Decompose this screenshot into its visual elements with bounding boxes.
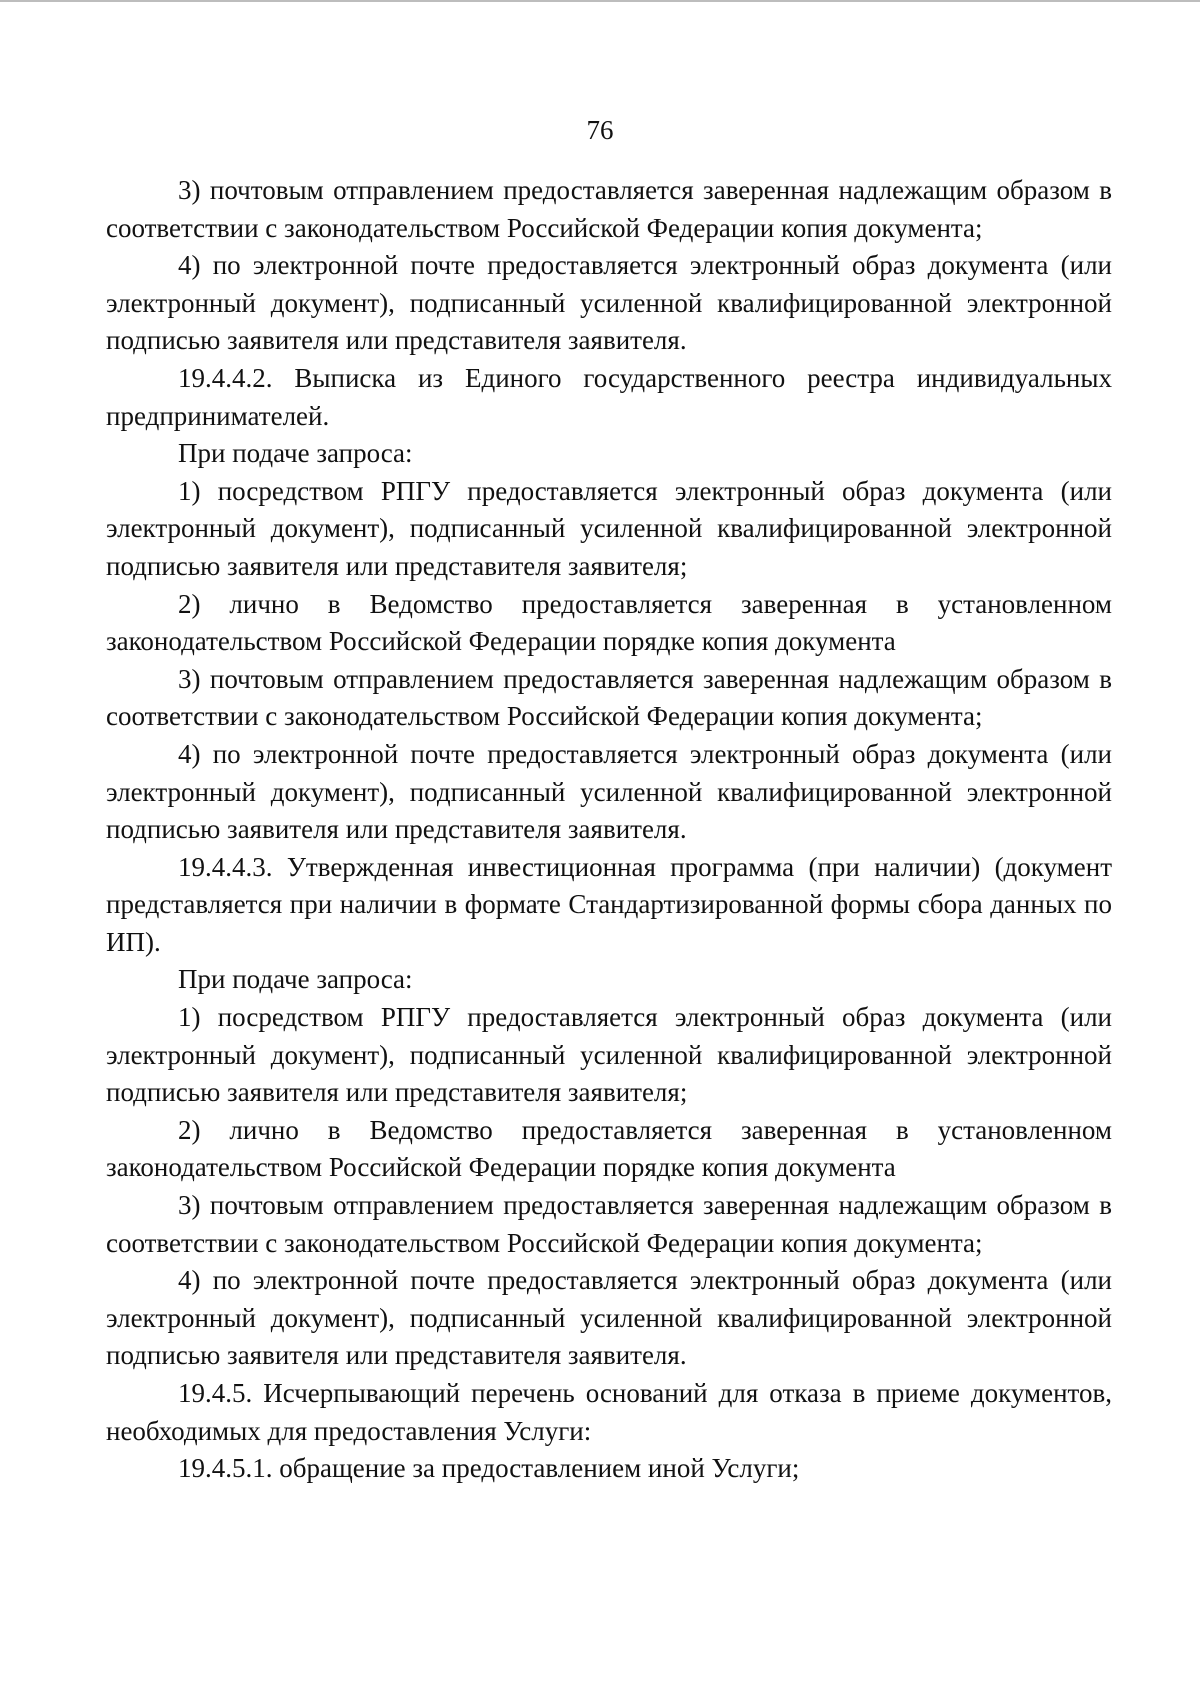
page-number: 76 [586,115,614,145]
document-body [106,172,1112,1488]
paragraph: 19.4.4.3. Утвержденная инвестиционная программа (при наличии) (документ представляется при наличии в формате Стандартизированной формы сбора данных по ИП). [106,851,1112,957]
paragraph: 4) по электронной почте предоставляется электронный образ документа (или электронный документ), подписанный усиленной квалифицированной электронной подписью заявителя или представителя заявителя. [106,1265,1112,1371]
paragraph: 3) почтовым отправлением предоставляется заверенная надлежащим образом в соответствии с законодательством Российской Федерации копия документа; [106,663,1112,732]
scan-top-edge [0,0,1200,2]
paragraph: 4) по электронной почте предоставляется электронный образ документа (или электронный документ), подписанный усиленной квалифицированной электронной подписью заявителя или представителя заявителя. [106,738,1112,845]
paragraph: 2) лично в Ведомство предоставляется заверенная в установленном законодательством Российской Федерации порядке копия документа [106,588,1112,657]
paragraph: 4) по электронной почте предоставляется электронный образ документа (или электронный документ), подписанный усиленной квалифицированной электронной подписью заявителя или представителя заявителя. [106,250,1112,356]
paragraph: 19.4.5. Исчерпывающий перечень оснований для отказа в приеме документов, необходимых для предоставления Услуги: [106,1378,1112,1446]
paragraph: 3) почтовым отправлением предоставляется заверенная надлежащим образом в соответствии с законодательством Российской Федерации копия документа; [106,1190,1112,1258]
paragraph: 3) почтовым отправлением предоставляется заверенная надлежащим образом в соответствии с законодательством Российской Федерации копия документа; [106,175,1112,243]
paragraph: 2) лично в Ведомство предоставляется заверенная в установленном законодательством Российской Федерации порядке копия документа [106,1114,1112,1183]
paragraph: 19.4.5.1. обращение за предоставлением иной Услуги; [178,1453,800,1484]
paragraph: 1) посредством РПГУ предоставляется электронный образ документа (или электронный документ), подписанный усиленной квалифицированной электронной подписью заявителя или представителя заявителя; [106,475,1112,581]
paragraph: 19.4.4.2. Выписка из Единого государственного реестра индивидуальных предпринимателей. [106,362,1112,431]
paragraph: 1) посредством РПГУ предоставляется электронный образ документа (или электронный документ), подписанный усиленной квалифицированной электронной подписью заявителя или представителя заявителя; [106,1002,1112,1108]
paragraph: При подаче запроса: [178,964,413,995]
paragraph: При подаче запроса: [178,438,413,469]
